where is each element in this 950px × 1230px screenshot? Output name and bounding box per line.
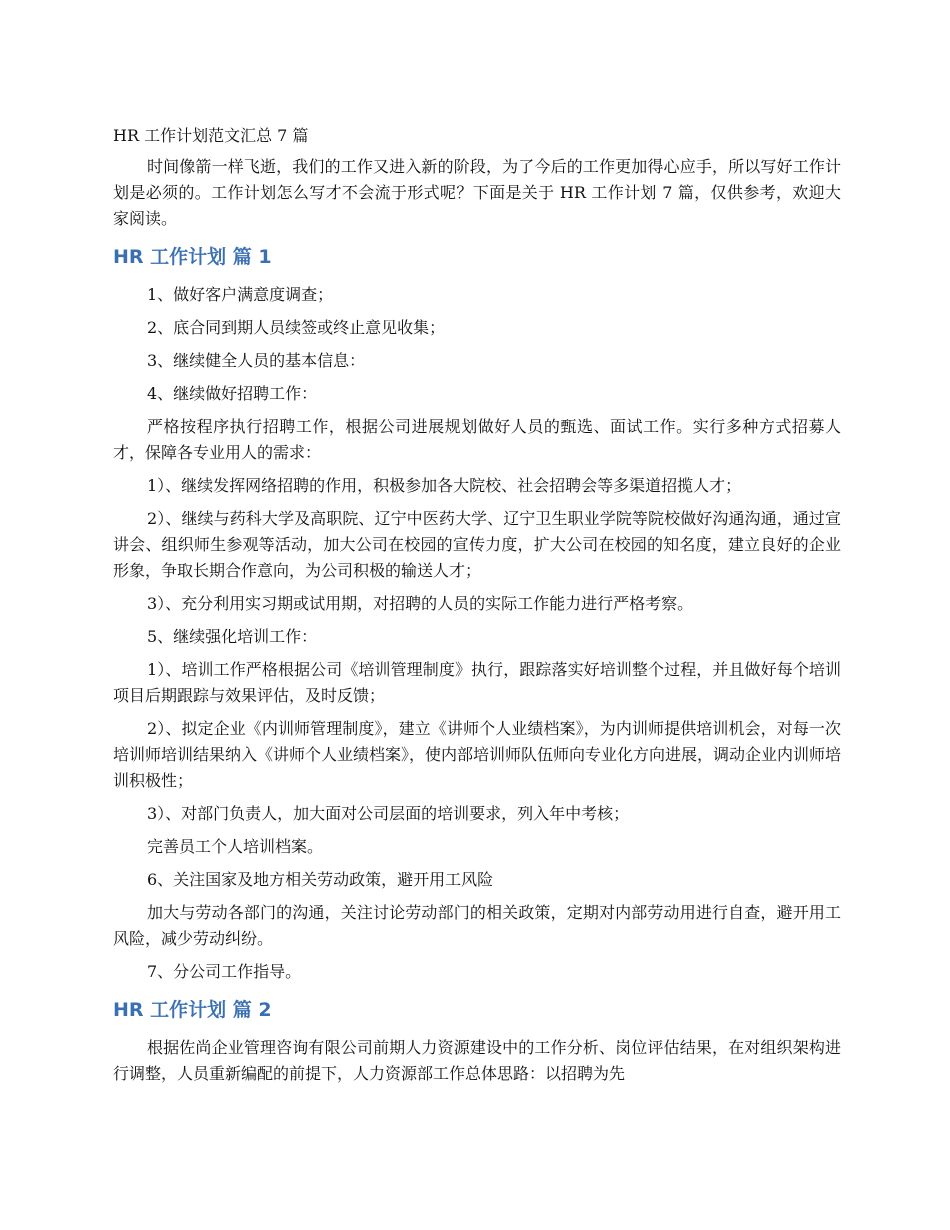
paragraph: 1、做好客户满意度调查； — [147, 285, 334, 304]
paragraph: 3、继续健全人员的基本信息： — [147, 351, 366, 370]
paragraph: 7、分公司工作指导。 — [147, 962, 302, 981]
paragraph: 1）、继续发挥网络招聘的作用，积极参加各大院校、社会招聘会等多渠道招揽人才； — [147, 476, 742, 495]
paragraph: 2）、拟定企业《内训师管理制度》，建立《讲师个人业绩档案》，为内训师提供培训机会，对每一次培训师培训结果纳入《讲师个人业绩档案》，使内部培训师队伍师向专业化方向进展，调动企业内训师培训积极性； — [113, 719, 842, 790]
paragraph: 2、底合同到期人员续签或终止意见收集； — [147, 318, 446, 337]
section-heading-2: HR 工作计划 篇 2 — [113, 999, 272, 1021]
paragraph: 2）、继续与药科大学及高职院、辽宁中医药大学、辽宁卫生职业学院等院校做好沟通沟通，通过宣讲会、组织师生参观等活动，加大公司在校园的宣传力度，扩大公司在校园的知名度，建立良好的企业形象，争取长期合作意向，为公司积极的输送人才； — [113, 509, 841, 580]
paragraph: 3）、充分利用实习期或试用期，对招聘的人员的实际工作能力进行严格考察。 — [147, 594, 694, 613]
paragraph: 严格按程序执行招聘工作，根据公司进展规划做好人员的甄选、面试工作。实行多种方式招募人才，保障各专业用人的需求： — [113, 417, 841, 462]
paragraph: 完善员工个人培训档案。 — [147, 837, 324, 856]
paragraph: 1）、培训工作严格根据公司《培训管理制度》执行，跟踪落实好培训整个过程，并且做好每个培训项目后期跟踪与效果评估，及时反馈； — [113, 660, 841, 705]
document-title: HR 工作计划范文汇总 7 篇 — [113, 126, 309, 145]
paragraph: 6、关注国家及地方相关劳动政策，避开用工风险 — [147, 870, 494, 889]
section-heading-1: HR 工作计划 篇 1 — [113, 246, 272, 268]
paragraph: 根据佐尚企业管理咨询有限公司前期人力资源建设中的工作分析、岗位评估结果，在对组织架构进行调整，人员重新编配的前提下，人力资源部工作总体思路：以招聘为先 — [113, 1038, 841, 1083]
paragraph: 5、继续强化培训工作： — [147, 627, 318, 646]
document-body — [113, 124, 841, 1094]
paragraph: 3）、对部门负责人，加大面对公司层面的培训要求，列入年中考核； — [147, 804, 630, 823]
paragraph: 加大与劳动各部门的沟通，关注讨论劳动部门的相关政策，定期对内部劳动用进行自查，避开用工风险，减少劳动纠纷。 — [113, 903, 841, 948]
paragraph: 4、继续做好招聘工作： — [147, 384, 318, 403]
intro-paragraph: 时间像箭一样飞逝，我们的工作又进入新的阶段，为了今后的工作更加得心应手，所以写好工作计划是必须的。工作计划怎么写才不会流于形式呢？下面是关于 HR 工作计划 7 篇，仅供参考，欢迎大家阅读。 — [113, 157, 841, 228]
